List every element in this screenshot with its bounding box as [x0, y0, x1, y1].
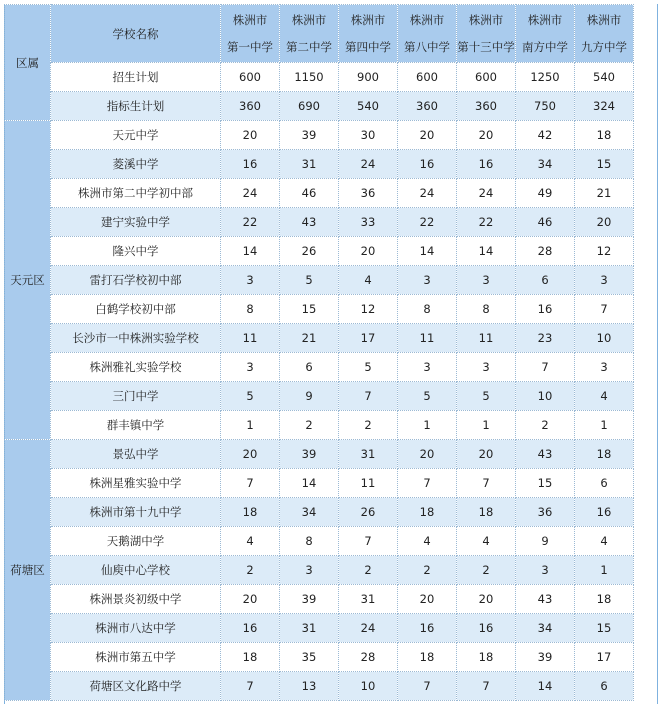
school-city: 株洲市 [350, 12, 386, 27]
quota-value: 7 [575, 295, 634, 324]
quota-value: 34 [280, 498, 339, 527]
quota-value: 11 [221, 324, 280, 353]
quota-value: 13 [280, 672, 339, 701]
school-name-cell: 菱溪中学 [51, 150, 221, 179]
school-column-header [516, 5, 575, 63]
quota-value: 2 [398, 556, 457, 585]
quota-value: 2 [280, 411, 339, 440]
plan-value: 324 [575, 92, 634, 121]
quota-value: 9 [516, 527, 575, 556]
quota-value: 26 [280, 237, 339, 266]
quota-value: 20 [457, 440, 516, 469]
school-name-cell: 三门中学 [51, 382, 221, 411]
school-name: 第二中学 [286, 39, 332, 54]
quota-value: 12 [339, 295, 398, 324]
quota-value: 8 [398, 295, 457, 324]
quota-value: 10 [516, 382, 575, 411]
quota-value: 15 [516, 469, 575, 498]
school-name-cell: 株洲市第五中学 [51, 643, 221, 672]
quota-value: 1 [575, 411, 634, 440]
quota-value: 24 [339, 150, 398, 179]
quota-value: 5 [398, 382, 457, 411]
school-name-cell: 景弘中学 [51, 440, 221, 469]
quota-value: 24 [221, 179, 280, 208]
school-name-cell: 株洲景炎初级中学 [51, 585, 221, 614]
quota-value: 20 [398, 440, 457, 469]
quota-value: 2 [457, 556, 516, 585]
quota-value: 18 [398, 498, 457, 527]
quota-value: 21 [575, 179, 634, 208]
quota-value: 4 [457, 527, 516, 556]
quota-value: 6 [575, 469, 634, 498]
plan-value: 360 [457, 92, 516, 121]
quota-value: 3 [280, 556, 339, 585]
quota-value: 4 [398, 527, 457, 556]
quota-value: 12 [575, 237, 634, 266]
district-cell: 荷塘区 [5, 440, 51, 701]
quota-value: 11 [457, 324, 516, 353]
plan-value: 600 [457, 63, 516, 92]
quota-value: 14 [398, 237, 457, 266]
quota-value: 16 [221, 150, 280, 179]
quota-value: 8 [280, 527, 339, 556]
school-name: 南方中学 [522, 39, 568, 54]
quota-value: 7 [398, 672, 457, 701]
plan-value: 540 [339, 92, 398, 121]
quota-value: 1 [221, 411, 280, 440]
quota-value: 31 [280, 614, 339, 643]
quota-value: 4 [221, 527, 280, 556]
quota-value: 14 [280, 469, 339, 498]
district-cell: 天元区 [5, 121, 51, 440]
plan-value: 360 [221, 92, 280, 121]
quota-value: 26 [339, 498, 398, 527]
quota-value: 1 [398, 411, 457, 440]
plan-value: 690 [280, 92, 339, 121]
quota-value: 4 [339, 266, 398, 295]
school-name-cell: 株洲星雅实验中学 [51, 469, 221, 498]
quota-value: 16 [398, 614, 457, 643]
school-column-header [457, 5, 516, 63]
quota-value: 3 [457, 266, 516, 295]
quota-value: 10 [339, 672, 398, 701]
quota-value: 8 [221, 295, 280, 324]
table-row [5, 469, 634, 498]
school-name: 第十三中学 [457, 39, 515, 54]
quota-value: 7 [339, 527, 398, 556]
quota-value: 11 [339, 469, 398, 498]
quota-value: 39 [516, 643, 575, 672]
quota-value: 46 [280, 179, 339, 208]
quota-value: 6 [575, 672, 634, 701]
quota-value: 16 [516, 295, 575, 324]
table-row [5, 498, 634, 527]
quota-value: 18 [398, 643, 457, 672]
plan-value: 360 [398, 92, 457, 121]
quota-value: 22 [398, 208, 457, 237]
quota-value: 6 [516, 266, 575, 295]
quota-value: 33 [339, 208, 398, 237]
quota-value: 36 [516, 498, 575, 527]
quota-value: 4 [575, 382, 634, 411]
quota-value: 22 [457, 208, 516, 237]
quota-value: 7 [457, 469, 516, 498]
school-name-cell: 荷塘区文化路中学 [51, 672, 221, 701]
quota-value: 20 [221, 121, 280, 150]
school-column-header [280, 5, 339, 63]
quota-value: 46 [516, 208, 575, 237]
table-body [5, 5, 634, 701]
school-column-header [221, 5, 280, 63]
school-name: 第四中学 [345, 39, 391, 54]
quota-value: 9 [280, 382, 339, 411]
quota-value: 20 [575, 208, 634, 237]
table-row [5, 556, 634, 585]
school-column-header [575, 5, 634, 63]
table-row [5, 382, 634, 411]
quota-value: 18 [221, 498, 280, 527]
plan-value: 750 [516, 92, 575, 121]
quota-value: 18 [221, 643, 280, 672]
quota-value: 18 [457, 498, 516, 527]
school-name-cell: 株洲市第十九中学 [51, 498, 221, 527]
quota-value: 39 [280, 440, 339, 469]
quota-value: 6 [280, 353, 339, 382]
school-city: 株洲市 [527, 12, 563, 27]
quota-value: 22 [221, 208, 280, 237]
plan-value: 900 [339, 63, 398, 92]
quota-value: 43 [516, 440, 575, 469]
quota-value: 16 [398, 150, 457, 179]
school-name-cell: 雷打石学校初中部 [51, 266, 221, 295]
plan-row [5, 63, 634, 92]
quota-value: 28 [339, 643, 398, 672]
quota-value: 23 [516, 324, 575, 353]
school-name-cell: 株洲雅礼实验学校 [51, 353, 221, 382]
plan-row [5, 92, 634, 121]
quota-value: 14 [516, 672, 575, 701]
quota-value: 14 [457, 237, 516, 266]
quota-value: 21 [280, 324, 339, 353]
quota-value: 36 [339, 179, 398, 208]
quota-value: 8 [457, 295, 516, 324]
school-column-header [398, 5, 457, 63]
table-row [5, 672, 634, 701]
school-name-cell: 仙庾中心学校 [51, 556, 221, 585]
quota-value: 30 [339, 121, 398, 150]
plan-value: 600 [398, 63, 457, 92]
quota-value: 2 [339, 411, 398, 440]
quota-value: 24 [457, 179, 516, 208]
table-row [5, 121, 634, 150]
table-row [5, 411, 634, 440]
quota-value: 3 [457, 353, 516, 382]
quota-value: 18 [457, 643, 516, 672]
quota-value: 3 [221, 353, 280, 382]
quota-value: 42 [516, 121, 575, 150]
quota-value: 31 [339, 440, 398, 469]
quota-value: 3 [221, 266, 280, 295]
table-row [5, 237, 634, 266]
quota-value: 31 [280, 150, 339, 179]
school-city: 株洲市 [409, 12, 445, 27]
school-name-cell: 白鹤学校初中部 [51, 295, 221, 324]
school-name: 第一中学 [227, 39, 273, 54]
quota-value: 18 [575, 440, 634, 469]
quota-value: 20 [398, 121, 457, 150]
school-name-cell: 天元中学 [51, 121, 221, 150]
school-name-cell: 群丰镇中学 [51, 411, 221, 440]
quota-value: 2 [516, 411, 575, 440]
quota-value: 16 [575, 498, 634, 527]
quota-value: 35 [280, 643, 339, 672]
quota-value: 20 [398, 585, 457, 614]
quota-value: 7 [398, 469, 457, 498]
quota-value: 15 [575, 614, 634, 643]
table-row [5, 353, 634, 382]
quota-value: 16 [457, 614, 516, 643]
table-row [5, 179, 634, 208]
quota-value: 11 [398, 324, 457, 353]
quota-value: 39 [280, 121, 339, 150]
quota-value: 20 [457, 121, 516, 150]
quota-value: 10 [575, 324, 634, 353]
quota-value: 17 [575, 643, 634, 672]
school-name-cell: 天鹅湖中学 [51, 527, 221, 556]
quota-value: 1 [575, 556, 634, 585]
quota-value: 20 [221, 585, 280, 614]
quota-value: 28 [516, 237, 575, 266]
quota-value: 34 [516, 150, 575, 179]
quota-value: 39 [280, 585, 339, 614]
school-name-cell: 隆兴中学 [51, 237, 221, 266]
table-row [5, 324, 634, 353]
table-row [5, 266, 634, 295]
quota-value: 15 [575, 150, 634, 179]
quota-value: 43 [516, 585, 575, 614]
quota-value: 49 [516, 179, 575, 208]
quota-value: 7 [516, 353, 575, 382]
quota-value: 15 [280, 295, 339, 324]
quota-value: 3 [398, 353, 457, 382]
quota-value: 3 [516, 556, 575, 585]
table-row [5, 585, 634, 614]
quota-value: 3 [398, 266, 457, 295]
quota-value: 16 [457, 150, 516, 179]
table-row [5, 643, 634, 672]
school-name-cell: 长沙市一中株洲实验学校 [51, 324, 221, 353]
school-city: 株洲市 [232, 12, 268, 27]
table-row [5, 150, 634, 179]
plan-value: 1250 [516, 63, 575, 92]
plan-value: 1150 [280, 63, 339, 92]
quota-value: 18 [575, 121, 634, 150]
quota-value: 3 [575, 353, 634, 382]
quota-value: 20 [457, 585, 516, 614]
school-city: 株洲市 [468, 12, 504, 27]
school-city: 株洲市 [291, 12, 327, 27]
quota-value: 7 [221, 672, 280, 701]
quota-value: 34 [516, 614, 575, 643]
quota-value: 16 [221, 614, 280, 643]
quota-table [4, 4, 634, 701]
table-row [5, 614, 634, 643]
quota-value: 17 [339, 324, 398, 353]
quota-value: 31 [339, 585, 398, 614]
table-row [5, 208, 634, 237]
school-name: 九方中学 [581, 39, 627, 54]
table-row [5, 527, 634, 556]
quota-value: 5 [280, 266, 339, 295]
quota-value: 7 [339, 382, 398, 411]
quota-value: 18 [575, 585, 634, 614]
quota-value: 20 [339, 237, 398, 266]
quota-value: 5 [339, 353, 398, 382]
quota-value: 24 [398, 179, 457, 208]
table-row [5, 440, 634, 469]
quota-value: 14 [221, 237, 280, 266]
school-city: 株洲市 [586, 12, 622, 27]
school-name: 第八中学 [404, 39, 450, 54]
quota-value: 1 [457, 411, 516, 440]
school-name-cell: 株洲市八达中学 [51, 614, 221, 643]
quota-value: 3 [575, 266, 634, 295]
quota-value: 20 [221, 440, 280, 469]
quota-value: 5 [221, 382, 280, 411]
district-header: 区属 [5, 5, 51, 121]
plan-value: 540 [575, 63, 634, 92]
quota-value: 43 [280, 208, 339, 237]
quota-value: 5 [457, 382, 516, 411]
quota-value: 24 [339, 614, 398, 643]
quota-value: 4 [575, 527, 634, 556]
school-name-cell: 株洲市第二中学初中部 [51, 179, 221, 208]
table-row [5, 295, 634, 324]
header-row [5, 5, 634, 63]
quota-value: 7 [221, 469, 280, 498]
school-column-header [339, 5, 398, 63]
quota-value: 2 [221, 556, 280, 585]
plan-label: 指标生计划 [51, 92, 221, 121]
school-name-header: 学校名称 [51, 5, 221, 63]
quota-value: 2 [339, 556, 398, 585]
plan-value: 600 [221, 63, 280, 92]
plan-label: 招生计划 [51, 63, 221, 92]
quota-value: 7 [457, 672, 516, 701]
school-name-cell: 建宁实验中学 [51, 208, 221, 237]
